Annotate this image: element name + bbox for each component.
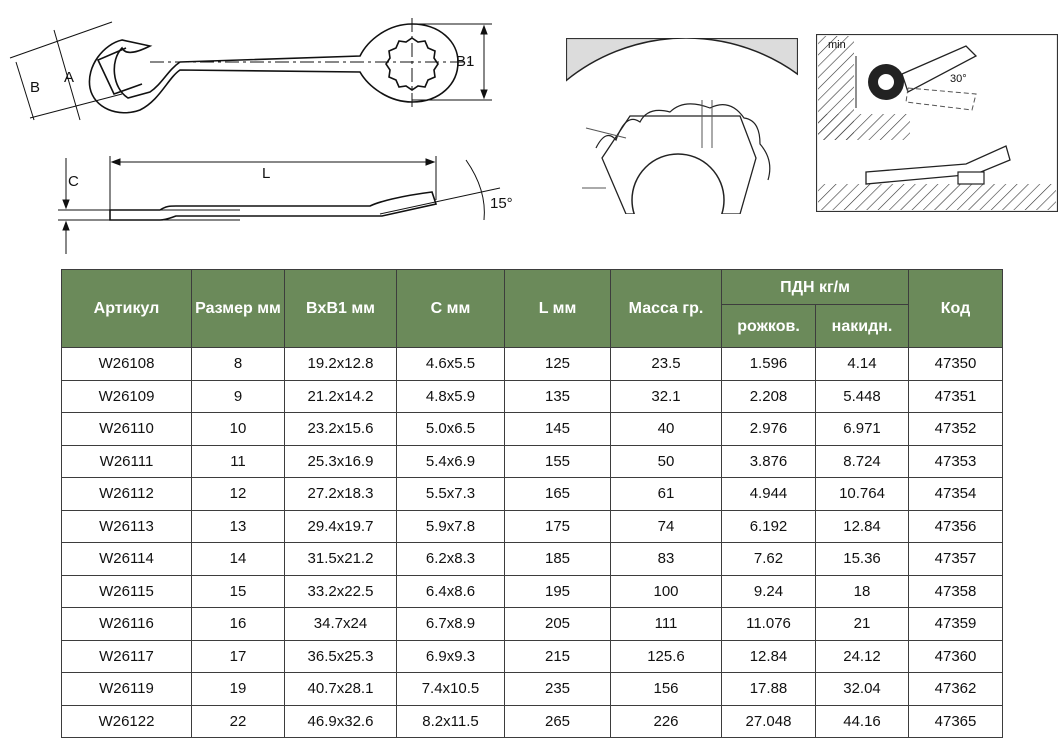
cell-article: W26113 [62, 510, 192, 543]
cell-c: 5.9x7.8 [397, 510, 505, 543]
header-size: Размер мм [192, 270, 285, 348]
header-pdn-ring: накидн. [816, 305, 909, 348]
table-row [62, 510, 1003, 543]
cell-code: 47359 [909, 608, 1003, 641]
header-pdn: ПДН кг/м [722, 270, 909, 305]
cell-pdn-ring: 21 [816, 608, 909, 641]
table-row [62, 575, 1003, 608]
cell-mass: 156 [611, 673, 722, 706]
cell-pdn-open: 12.84 [722, 640, 816, 673]
cell-c: 5.4x6.9 [397, 445, 505, 478]
cell-l: 125 [505, 348, 611, 381]
cell-code: 47362 [909, 673, 1003, 706]
cell-code: 47352 [909, 413, 1003, 446]
table-row [62, 640, 1003, 673]
min-clearance-detail-illustration [816, 34, 1058, 212]
cell-pdn-ring: 32.04 [816, 673, 909, 706]
cell-pdn-ring: 6.971 [816, 413, 909, 446]
cell-size: 8 [192, 348, 285, 381]
label-30-deg: 30° [950, 73, 967, 85]
wrench-side-view-diagram [0, 140, 540, 260]
cell-bxb1: 46.9x32.6 [285, 705, 397, 738]
cell-pdn-ring: 24.12 [816, 640, 909, 673]
label-a: A [64, 69, 75, 86]
cell-article: W26116 [62, 608, 192, 641]
cell-pdn-ring: 8.724 [816, 445, 909, 478]
cell-l: 195 [505, 575, 611, 608]
cell-size: 12 [192, 478, 285, 511]
cell-pdn-ring: 10.764 [816, 478, 909, 511]
cell-bxb1: 36.5x25.3 [285, 640, 397, 673]
cell-size: 9 [192, 380, 285, 413]
cell-mass: 226 [611, 705, 722, 738]
cell-c: 4.8x5.9 [397, 380, 505, 413]
cell-code: 47365 [909, 705, 1003, 738]
cell-c: 6.9x9.3 [397, 640, 505, 673]
wrench-top-view-diagram [0, 0, 520, 140]
label-15-deg: 15° [490, 195, 513, 212]
cell-bxb1: 27.2x18.3 [285, 478, 397, 511]
cell-l: 165 [505, 478, 611, 511]
cell-size: 19 [192, 673, 285, 706]
table-row [62, 478, 1003, 511]
header-mass: Масса гр. [611, 270, 722, 348]
table-row [62, 608, 1003, 641]
label-l: L [262, 165, 271, 182]
label-c: C [68, 173, 79, 190]
ring-profile-detail-illustration [566, 38, 798, 214]
cell-code: 47350 [909, 348, 1003, 381]
cell-pdn-open: 3.876 [722, 445, 816, 478]
cell-bxb1: 23.2x15.6 [285, 413, 397, 446]
cell-code: 47360 [909, 640, 1003, 673]
cell-article: W26122 [62, 705, 192, 738]
cell-article: W26109 [62, 380, 192, 413]
cell-l: 135 [505, 380, 611, 413]
cell-mass: 125.6 [611, 640, 722, 673]
cell-c: 5.0x6.5 [397, 413, 505, 446]
cell-code: 47356 [909, 510, 1003, 543]
cell-pdn-ring: 44.16 [816, 705, 909, 738]
cell-mass: 32.1 [611, 380, 722, 413]
cell-code: 47354 [909, 478, 1003, 511]
cell-mass: 74 [611, 510, 722, 543]
label-min: min [828, 39, 846, 51]
cell-size: 10 [192, 413, 285, 446]
cell-size: 13 [192, 510, 285, 543]
cell-c: 6.2x8.3 [397, 543, 505, 576]
cell-bxb1: 40.7x28.1 [285, 673, 397, 706]
table-row [62, 413, 1003, 446]
cell-c: 7.4x10.5 [397, 673, 505, 706]
header-code: Код [909, 270, 1003, 348]
cell-pdn-open: 7.62 [722, 543, 816, 576]
cell-c: 5.5x7.3 [397, 478, 505, 511]
cell-pdn-open: 2.208 [722, 380, 816, 413]
table-row [62, 348, 1003, 381]
label-b: B [30, 79, 41, 96]
cell-pdn-open: 17.88 [722, 673, 816, 706]
header-article: Артикул [62, 270, 192, 348]
cell-size: 17 [192, 640, 285, 673]
cell-l: 205 [505, 608, 611, 641]
cell-mass: 61 [611, 478, 722, 511]
cell-bxb1: 19.2x12.8 [285, 348, 397, 381]
header-bxb1: BxB1 мм [285, 270, 397, 348]
cell-pdn-open: 9.24 [722, 575, 816, 608]
cell-pdn-ring: 15.36 [816, 543, 909, 576]
cell-article: W26117 [62, 640, 192, 673]
cell-size: 11 [192, 445, 285, 478]
cell-pdn-open: 1.596 [722, 348, 816, 381]
cell-l: 155 [505, 445, 611, 478]
cell-bxb1: 21.2x14.2 [285, 380, 397, 413]
cell-size: 22 [192, 705, 285, 738]
spec-table [61, 269, 1003, 738]
cell-l: 185 [505, 543, 611, 576]
cell-bxb1: 25.3x16.9 [285, 445, 397, 478]
cell-mass: 23.5 [611, 348, 722, 381]
cell-pdn-open: 6.192 [722, 510, 816, 543]
cell-mass: 40 [611, 413, 722, 446]
cell-l: 175 [505, 510, 611, 543]
cell-code: 47353 [909, 445, 1003, 478]
cell-pdn-ring: 5.448 [816, 380, 909, 413]
cell-c: 6.7x8.9 [397, 608, 505, 641]
cell-bxb1: 34.7x24 [285, 608, 397, 641]
cell-article: W26111 [62, 445, 192, 478]
cell-article: W26110 [62, 413, 192, 446]
cell-mass: 50 [611, 445, 722, 478]
cell-code: 47351 [909, 380, 1003, 413]
cell-bxb1: 31.5x21.2 [285, 543, 397, 576]
table-row [62, 673, 1003, 706]
table-row [62, 445, 1003, 478]
cell-pdn-ring: 4.14 [816, 348, 909, 381]
cell-c: 8.2x11.5 [397, 705, 505, 738]
cell-mass: 83 [611, 543, 722, 576]
cell-pdn-open: 2.976 [722, 413, 816, 446]
cell-article: W26114 [62, 543, 192, 576]
cell-pdn-open: 4.944 [722, 478, 816, 511]
label-b1: B1 [456, 53, 475, 70]
cell-article: W26112 [62, 478, 192, 511]
cell-l: 265 [505, 705, 611, 738]
spec-table-body [62, 348, 1003, 738]
cell-l: 145 [505, 413, 611, 446]
table-row [62, 705, 1003, 738]
cell-size: 15 [192, 575, 285, 608]
cell-size: 16 [192, 608, 285, 641]
cell-c: 4.6x5.5 [397, 348, 505, 381]
cell-code: 47358 [909, 575, 1003, 608]
cell-article: W26119 [62, 673, 192, 706]
cell-size: 14 [192, 543, 285, 576]
table-row [62, 543, 1003, 576]
cell-pdn-open: 11.076 [722, 608, 816, 641]
cell-l: 235 [505, 673, 611, 706]
cell-code: 47357 [909, 543, 1003, 576]
cell-pdn-open: 27.048 [722, 705, 816, 738]
cell-mass: 100 [611, 575, 722, 608]
cell-mass: 111 [611, 608, 722, 641]
header-c: C мм [397, 270, 505, 348]
cell-pdn-ring: 12.84 [816, 510, 909, 543]
cell-bxb1: 29.4x19.7 [285, 510, 397, 543]
cell-pdn-ring: 18 [816, 575, 909, 608]
header-l: L мм [505, 270, 611, 348]
cell-bxb1: 33.2x22.5 [285, 575, 397, 608]
header-pdn-open: рожков. [722, 305, 816, 348]
cell-article: W26115 [62, 575, 192, 608]
cell-article: W26108 [62, 348, 192, 381]
table-row [62, 380, 1003, 413]
cell-c: 6.4x8.6 [397, 575, 505, 608]
cell-l: 215 [505, 640, 611, 673]
